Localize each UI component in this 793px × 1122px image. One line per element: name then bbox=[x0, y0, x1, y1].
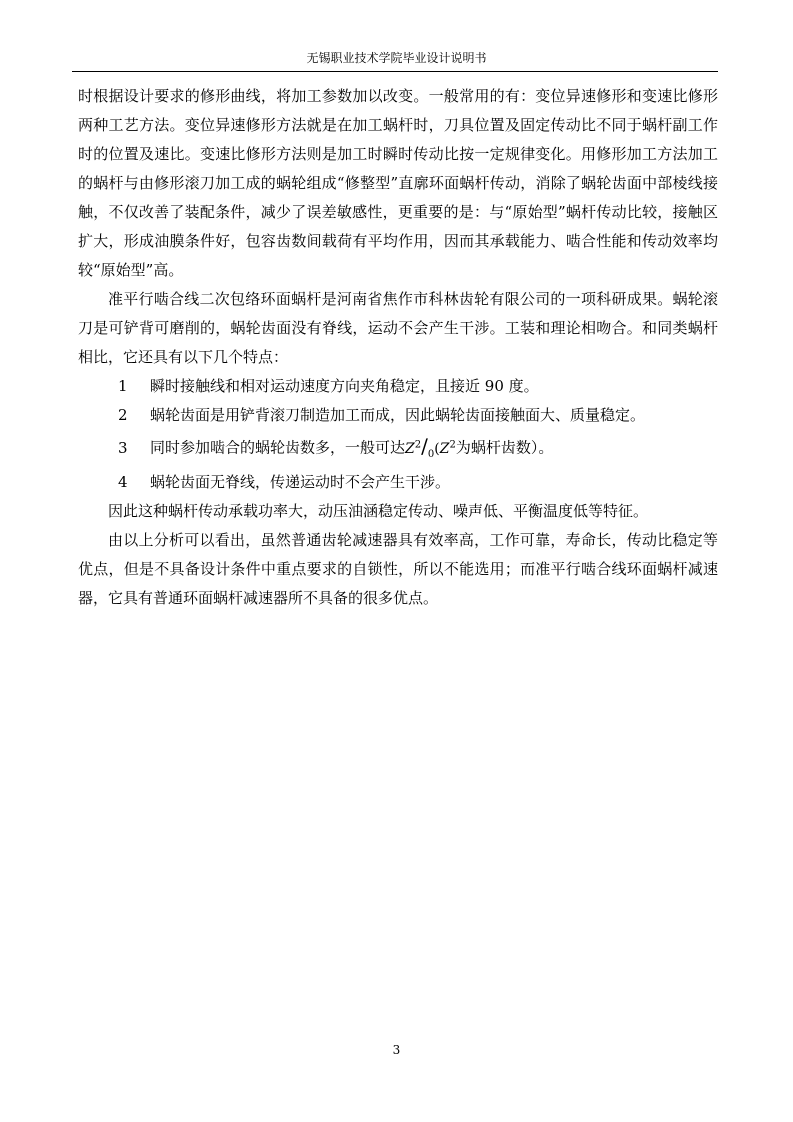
list-item-number: 4 bbox=[118, 473, 128, 492]
formula-paren-exponent: 2 bbox=[449, 439, 456, 450]
list-item-text: 瞬时接触线和相对运动速度方向夹角稳定，且接近 90 度。 bbox=[150, 377, 539, 395]
header-divider bbox=[72, 71, 718, 72]
formula-slash: ∕ bbox=[421, 433, 428, 458]
list-item-number: 2 bbox=[118, 406, 128, 424]
paragraph-1: 时根据设计要求的修形曲线，将加工参数加以改变。一般常用的有：变位异速修形和变速比修形两种工艺方法。变位异速修形方法就是在加工蜗杆时，刀具位置及固定传动比不同于蜗杆副工作时的位置及速比。变速比修形方法则是加工时瞬时传动比按一定规律变化。用修形加工方法加工的蜗杆与由修形滚刀加工成的蜗轮组成“修整型”直廓环面蜗杆传动，消除了蜗轮齿面中部棱线接触，不仅改善了装配条件，减少了误差敏感性，更重要的是：与“原始型”蜗杆传动比较，接触区扩大，形成油膜条件好，包容齿数间载荷有平均作用，因而其承载能力、啮合性能和传动效率均较“原始型”高。 bbox=[78, 87, 718, 279]
list-item-3 bbox=[78, 430, 718, 468]
list-item-text-after: 为蜗杆齿数）。 bbox=[455, 438, 554, 457]
formula-exponent: 2 bbox=[414, 439, 422, 450]
list-item-number: 3 bbox=[118, 438, 128, 457]
formula-paren: ( bbox=[434, 440, 440, 457]
formula-paren-base: Z bbox=[439, 440, 450, 457]
paragraph-2: 准平行啮合线二次包络环面蜗杆是河南省焦作市科林齿轮有限公司的一项科研成果。蜗轮滚刀是可铲背可磨削的，蜗轮齿面没有脊线，运动不会产生干涉。工装和理论相吻合。和同类蜗杆相比，它还具有以下几个特点： bbox=[78, 290, 718, 366]
page-header: 无锡职业技术学院毕业设计说明书 bbox=[306, 51, 487, 65]
list-item-number: 1 bbox=[118, 377, 128, 395]
formula-base: Z bbox=[405, 440, 415, 457]
formula bbox=[405, 433, 456, 460]
list-item-text: 同时参加啮合的蜗轮齿数多，一般可达 bbox=[150, 438, 406, 457]
list-item-1 bbox=[78, 372, 718, 401]
page-number: 3 bbox=[392, 1043, 401, 1057]
list-item-2 bbox=[78, 401, 718, 430]
paragraph-3: 因此这种蜗杆传动承载功率大，动压油涵稳定传动、噪声低、平衡温度低等特征。 bbox=[108, 502, 649, 521]
list-item-4 bbox=[78, 468, 718, 497]
list-item-text: 蜗轮齿面是用铲背滚刀制造加工而成，因此蜗轮齿面接触面大、质量稳定。 bbox=[150, 406, 646, 424]
formula-denominator: 0 bbox=[427, 448, 435, 460]
paragraph-4: 由以上分析可以看出，虽然普通齿轮减速器具有效率高，工作可靠，寿命长，传动比稳定等优点，但是不具备设计条件中重点要求的自锁性，所以不能选用；而准平行啮合线环面蜗杆减速器，它具有普通环面蜗杆减速器所不具备的很多优点。 bbox=[78, 531, 718, 608]
list-item-text: 蜗轮齿面无脊线，传递运动时不会产生干涉。 bbox=[150, 473, 451, 492]
document-body bbox=[78, 82, 718, 613]
